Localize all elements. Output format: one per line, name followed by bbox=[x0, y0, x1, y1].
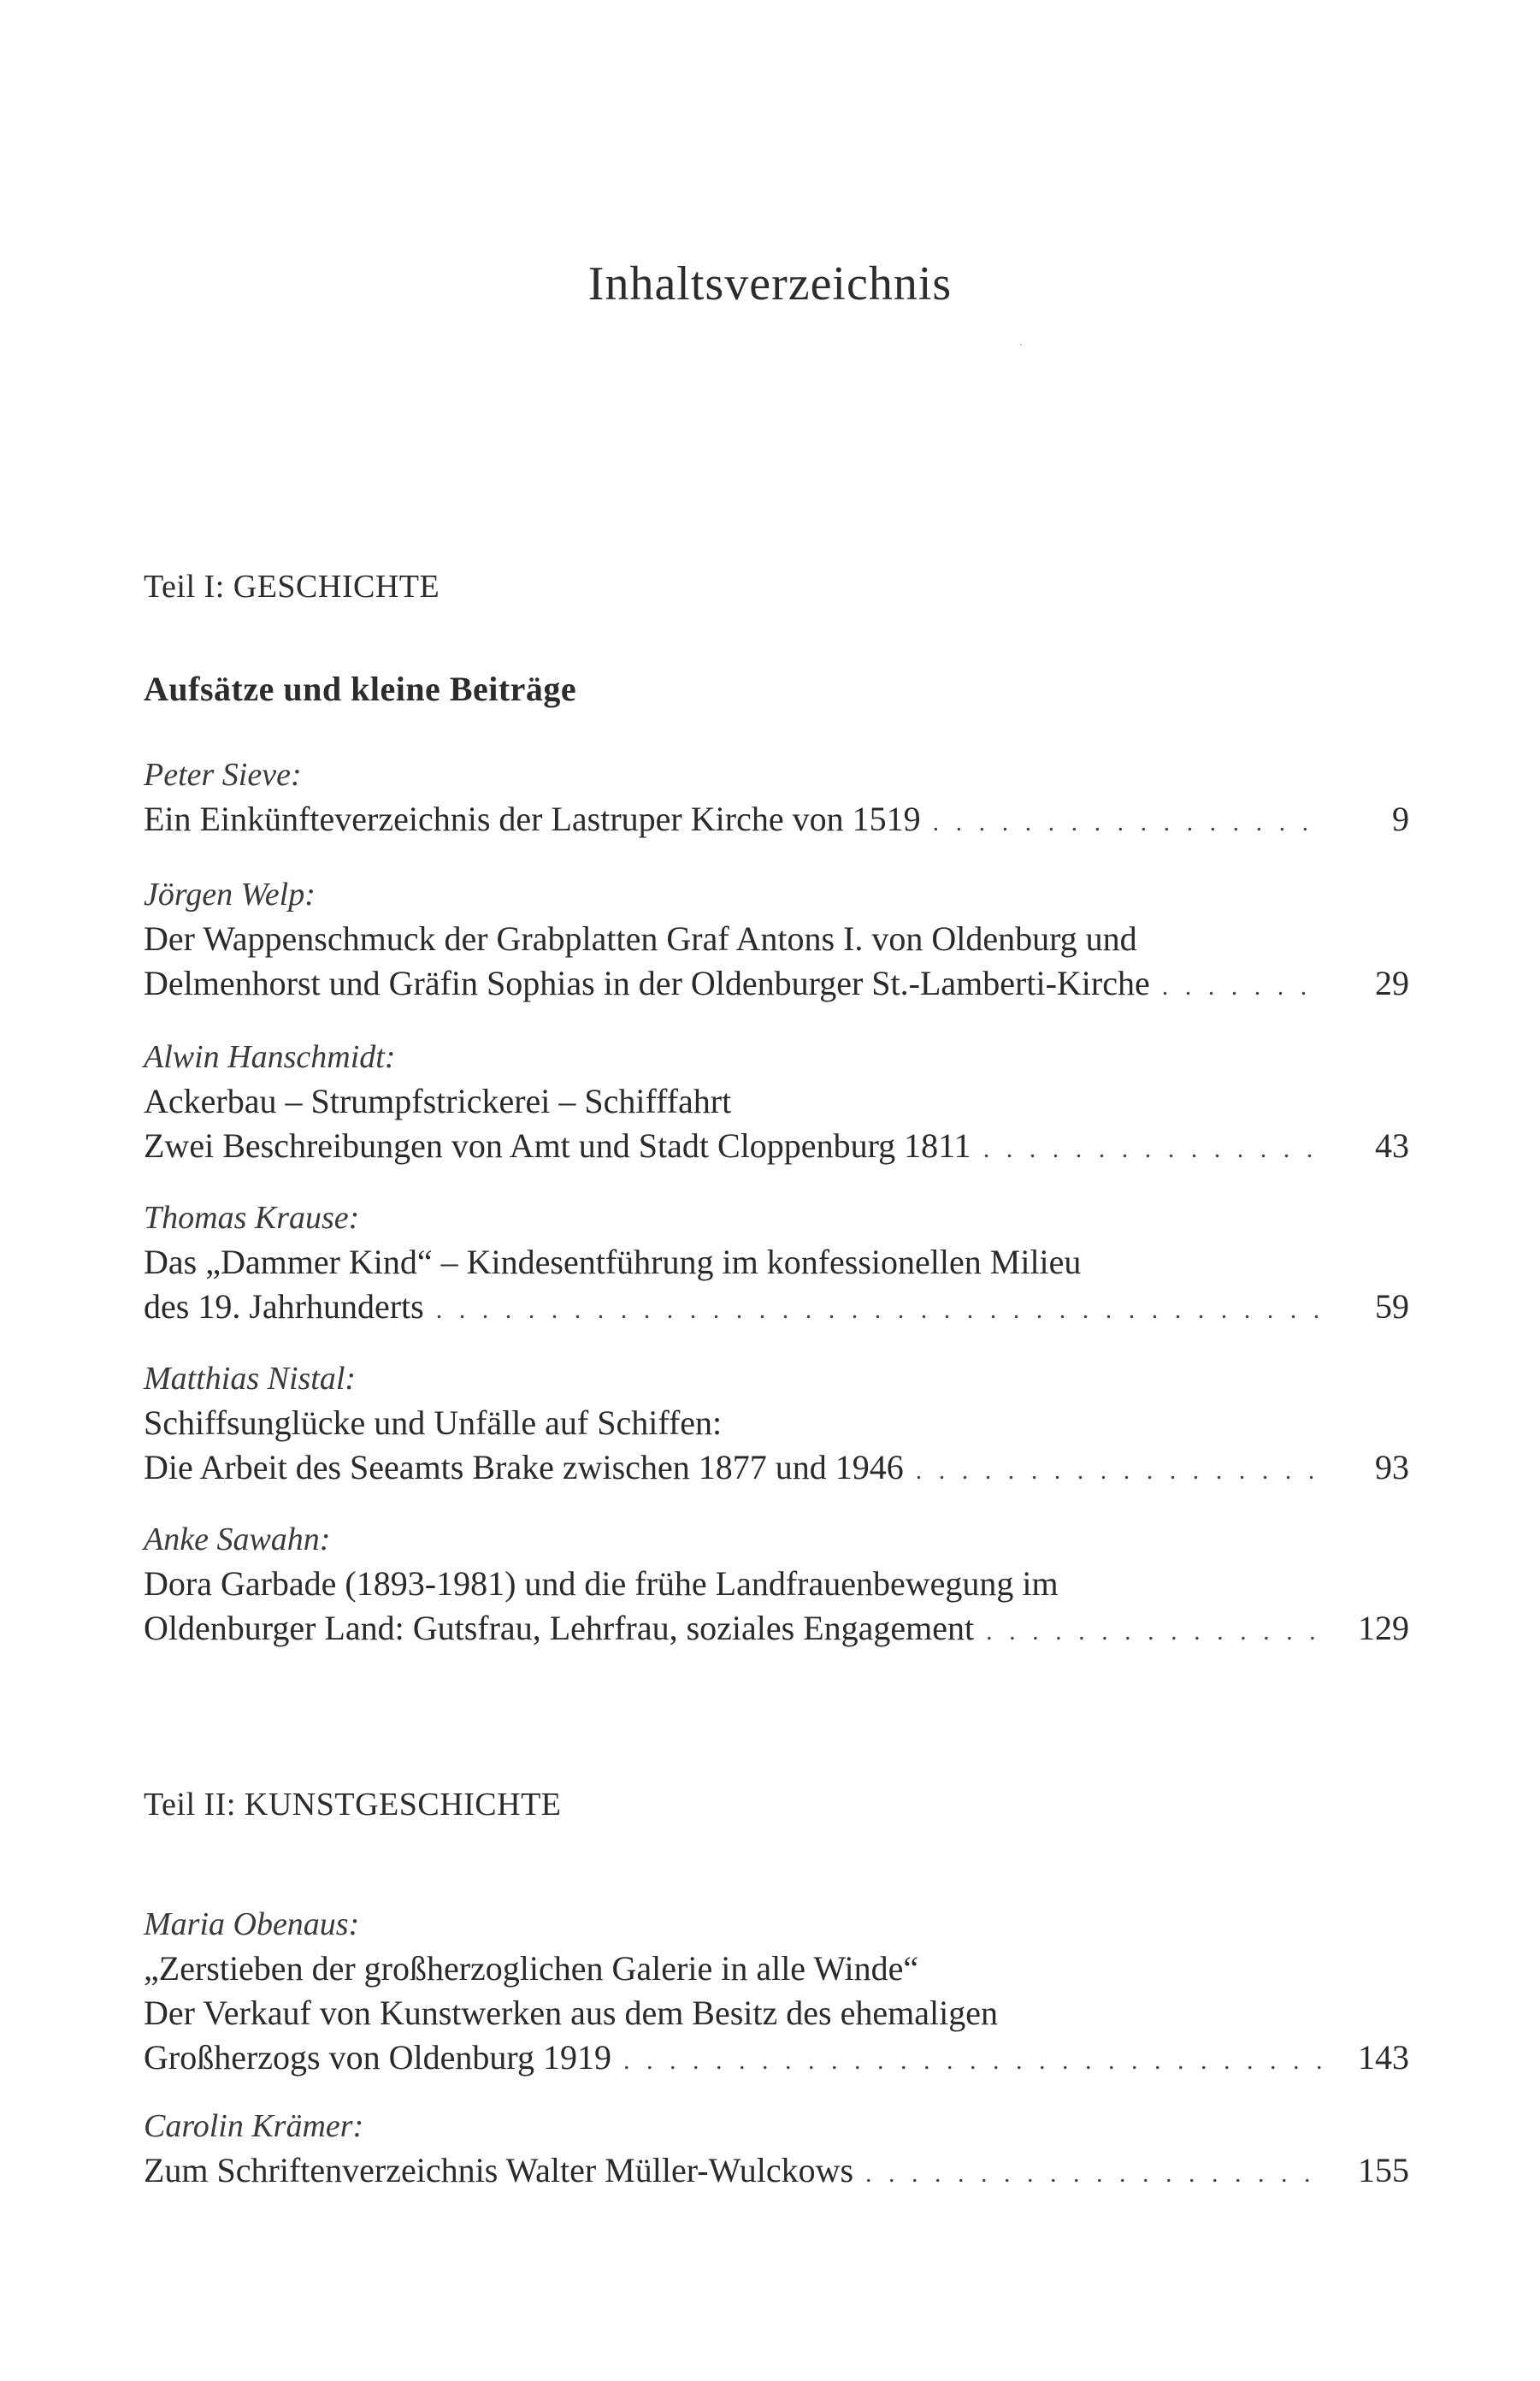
toc-entry bbox=[144, 1196, 1409, 1332]
dot-leader bbox=[933, 801, 1324, 845]
entry-page-number: 29 bbox=[1375, 964, 1409, 1002]
entry-title: Der Verkauf von Kunstwerken aus dem Besitz des ehemaligen bbox=[144, 1994, 998, 2032]
entry-page-number: 143 bbox=[1358, 2038, 1409, 2077]
entry-title-line bbox=[144, 961, 1409, 1009]
entry-author: Thomas Krause: bbox=[144, 1200, 360, 1236]
entry-title: des 19. Jahrhunderts bbox=[144, 1287, 424, 1326]
part-1-subheading: Aufsätze und kleine Beiträge bbox=[144, 670, 577, 708]
entry-title: Großherzogs von Oldenburg 1919 bbox=[144, 2038, 611, 2077]
toc-entry bbox=[144, 1517, 1409, 1654]
part-1-label: Teil I: GESCHICHTE bbox=[144, 569, 440, 605]
entry-page-number: 9 bbox=[1392, 800, 1409, 838]
entry-title: Das „Dammer Kind“ – Kindesentführung im konfessionellen Milieu bbox=[144, 1243, 1082, 1281]
entry-author: Carolin Krämer: bbox=[144, 2108, 364, 2144]
entry-title-line bbox=[144, 1124, 1409, 1172]
entry-title: Schiffsunglücke und Unfälle auf Schiffen: bbox=[144, 1403, 723, 1442]
entry-author: Jörgen Welp: bbox=[144, 877, 316, 913]
dot-leader bbox=[983, 1127, 1324, 1172]
entry-author: Matthias Nistal: bbox=[144, 1361, 357, 1397]
entry-title-line bbox=[144, 1445, 1409, 1493]
entry-title-line bbox=[144, 2148, 1409, 2196]
entry-page-number: 129 bbox=[1358, 1609, 1409, 1647]
toc-entry bbox=[144, 1902, 1409, 2083]
part-2-label: Teil II: KUNSTGESCHICHTE bbox=[144, 1787, 562, 1823]
entry-author: Maria Obenaus: bbox=[144, 1906, 360, 1942]
dot-leader bbox=[865, 2152, 1324, 2196]
entry-author: Anke Sawahn: bbox=[144, 1521, 331, 1557]
entry-title: Delmenhorst und Gräfin Sophias in der Oldenburger St.-Lamberti-Kirche bbox=[144, 964, 1150, 1002]
entry-author: Alwin Hanschmidt: bbox=[144, 1039, 396, 1075]
toc-entry bbox=[144, 753, 1409, 845]
entry-title: Die Arbeit des Seeamts Brake zwischen 1877 und 1946 bbox=[144, 1448, 904, 1486]
entry-author: Peter Sieve: bbox=[144, 757, 302, 793]
entry-title-line bbox=[144, 1606, 1409, 1654]
entry-page-number: 43 bbox=[1375, 1126, 1409, 1165]
entry-page-number: 93 bbox=[1375, 1448, 1409, 1486]
page-title: Inhaltsverzeichnis bbox=[587, 257, 953, 310]
dot-leader bbox=[1162, 965, 1324, 1009]
entry-title: Ackerbau – Strumpfstrickerei – Schifffahrt bbox=[144, 1082, 732, 1120]
entry-title: Oldenburger Land: Gutsfrau, Lehrfrau, soziales Engagement bbox=[144, 1609, 975, 1647]
entry-title-line bbox=[144, 1285, 1409, 1332]
dot-leader bbox=[916, 1449, 1324, 1493]
entry-title: Zum Schriftenverzeichnis Walter Müller-Wulckows bbox=[144, 2151, 854, 2189]
toc-entry bbox=[144, 1035, 1409, 1172]
entry-title: „Zerstieben der großherzoglichen Galerie in alle Winde“ bbox=[144, 1949, 919, 1988]
entry-title-line bbox=[144, 797, 1409, 845]
paper-speck bbox=[1020, 344, 1022, 346]
dot-leader bbox=[623, 2039, 1324, 2083]
entry-page-number: 155 bbox=[1358, 2151, 1409, 2189]
entry-title: Zwei Beschreibungen von Amt und Stadt Cloppenburg 1811 bbox=[144, 1126, 971, 1165]
toc-entry bbox=[144, 872, 1409, 1009]
entry-title: Der Wappenschmuck der Grabplatten Graf Antons I. von Oldenburg und bbox=[144, 919, 1137, 958]
toc-entry bbox=[144, 1356, 1409, 1493]
dot-leader bbox=[986, 1610, 1324, 1654]
entry-title: Ein Einkünfteverzeichnis der Lastruper Kirche von 1519 bbox=[144, 800, 921, 838]
toc-entry bbox=[144, 2104, 1409, 2196]
dot-leader bbox=[436, 1288, 1324, 1332]
entry-title: Dora Garbade (1893-1981) und die frühe Landfrauenbewegung im bbox=[144, 1564, 1059, 1603]
entry-page-number: 59 bbox=[1375, 1287, 1409, 1326]
entry-title-line bbox=[144, 2035, 1409, 2083]
